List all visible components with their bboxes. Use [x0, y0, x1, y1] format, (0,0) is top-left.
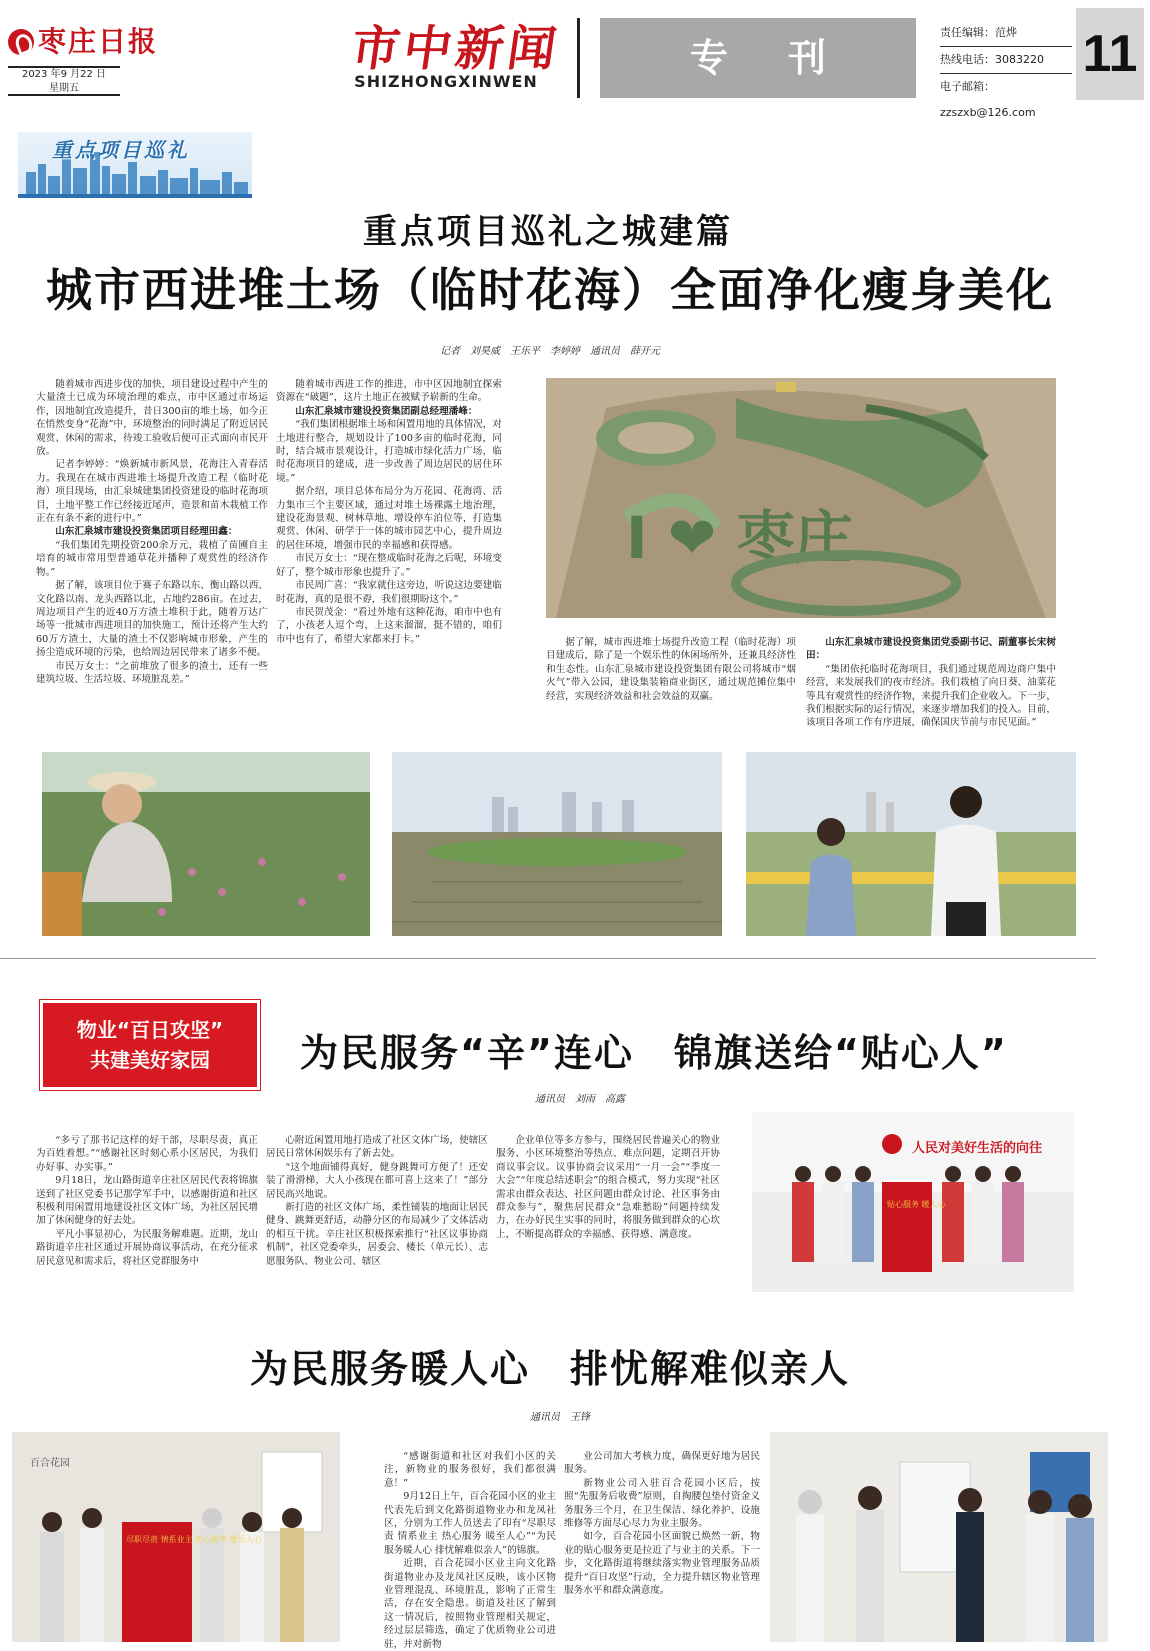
paragraph: 市民万女士：“现在整成临时花海之后呢，环境变好了，整个城市形象也提升了。”: [276, 553, 502, 578]
pennant-text-2: 尽职尽责 情系业主 热心服务 暖至人心: [126, 1535, 262, 1544]
article2-column-1: [36, 1134, 258, 1284]
paragraph: 心附近闲置用地打造成了社区文体广场，使辖区居民日常休闲娱乐有了新去处。: [266, 1135, 488, 1160]
campaign-badge-line1: 物业“百日攻坚”: [76, 1018, 224, 1042]
paragraph: 9月18日，龙山路街道辛庄社区居民代表将锦旗送到了社区党委书记那学军手中，以感谢街道和社区积极利用闲置用地建设社区文体广场，为社区居民增加了休闲健身的好去处。: [36, 1175, 258, 1227]
article2-headline: 为民服务“辛”连心 锦旗送给“贴心人”: [300, 1031, 1008, 1075]
photo-worker-flowers: [42, 752, 370, 936]
paragraph: “集团依托临时花海项目，我们通过规范周边商户集中经营，来发展我们的夜市经济。我们栽植了向日葵、油菜花等具有观赏性的经济作物，来提升我们企业收入。下一步，我们根据实际的运行情况，来逐步增加我们的投入。目前，该项目各项工作有序进展，确保国庆节前与市民见面。”: [806, 663, 1056, 729]
paragraph: 据介绍，项目总体布局分为万花园、花海湾、活力集市三个主要区域，通过对堆土场裸露土地治理，建设花海景观、树林草地、增设停车泊位等，打造集观赏、休闲、研学于一体的城市园艺中心，提升周边的居住环境，增强市民的幸福感和获得感。: [276, 486, 502, 551]
photo-visit-office: [770, 1432, 1108, 1642]
article2-column-2: [266, 1134, 488, 1284]
paragraph: 市民万女士：“之前堆放了很多的渣土，还有一些建筑垃圾、生活垃圾、环境脏乱差。”: [36, 660, 268, 685]
pennant-text: 贴心服务 暖人心: [887, 1200, 946, 1209]
paragraph: “这个地面铺得真好，健身跳舞可方便了！还安装了滑滑梯，大人小孩现在都可喜上这来了！”部分居民高兴地说。: [266, 1161, 488, 1200]
article1-headline: 城市西进堆土场（临时花海）全面净化瘦身美化: [46, 263, 1054, 317]
paragraph: 山东汇泉城市建设投资集团副总经理潘峰：: [295, 405, 478, 417]
newspaper-logo: [8, 20, 158, 56]
article1-column-1: [36, 378, 268, 706]
paragraph: 9月12日上午，百合花园小区的业主代表先后到文化路街道物业办和龙凤社区，分别为工作人员送去了印有“尽职尽责 情系业主 热心服务 暖至人心”“为民服务暖人心 排忧解难似亲人”的锦旗。: [384, 1491, 556, 1556]
article1-column-4: [806, 636, 1056, 736]
section-badge: [18, 132, 252, 198]
hotline: 热线电话：3083220: [940, 47, 1072, 74]
paragraph: 市民周广喜：“我家就住这旁边，听说这边要建临时花海，真的是很不孬，我们很期盼这个。”: [276, 580, 502, 605]
editor-info: [940, 20, 1072, 119]
campaign-badge-line2: 共建美好家园: [90, 1048, 210, 1072]
photo-banner-presentation: [752, 1112, 1074, 1292]
photo-pennant-group: [12, 1432, 340, 1642]
paragraph: 市民贺茂金：“看过外地有这种花海，咱市中也有了，小孩老人逗个弯，上这来溜溜，挺不错的，咱们市中也有了，希望大家都来打卡。”: [276, 606, 502, 645]
paragraph: 如今，百合花园小区面貌已焕然一新，物业的贴心服务更是拉近了与业主的关系。下一步，文化路街道将继续落实物业管理服务品质提升“百日攻坚”行动，全力提升辖区物业管理服务水平和群众满意度。: [564, 1531, 760, 1597]
section-badge-title: 重点项目巡礼: [52, 138, 190, 162]
aerial-text: I ❤ 枣庄: [626, 504, 853, 572]
paragraph: 山东汇泉城市建设投资集团党委副书记、副董事长宋树田：: [806, 637, 1056, 662]
campaign-badge: [40, 1000, 260, 1090]
section-divider: [0, 958, 1096, 959]
paragraph: 新物业公司入驻百合花园小区后，按照“先服务后收费”原则，自掏腰包垫付资金义务服务三个月，在卫生保洁、绿化养护、设施维修等方面尽心尽力为业主服务。: [564, 1477, 760, 1530]
paragraph: “感谢街道和社区对我们小区的关注，新物业的服务很好，我们都很满意！”: [384, 1451, 556, 1489]
paragraph: 企业单位等多方参与，围绕居民普遍关心的物业服务、小区环境整治等热点、难点问题，定期召开协商议事会议。议事协商会议采用“一月一会”“季度一大会”“年度总结述职会”的组合模式，努力实现“社区需求由群众表达、社区问题由群众讨论、社区事务由群众参与”，聚焦居民群众“急难愁盼”问题持续发力，在办好民生实事的同时，将服务做到群众的心坎上，不断提高群众的幸福感、获得感、满意度。: [496, 1135, 720, 1240]
paragraph: 记者李婷婷：“焕新城市新风景，花海注入青春活力。我现在在城市西进堆土场提升改造工程（临时花海）项目现场，由汇泉城建集团投资建设的临时花海项目，土地平整工作已经接近尾声，造景和苗木栽植工作正在有条不紊的进行中。”: [36, 459, 268, 525]
masthead-subtitle: SHIZHONGXINWEN: [354, 72, 538, 91]
paragraph: “我们集团先期投资200余万元，栽植了苗圃自主培育的城市常用型普通草花并播种了观赏性的经济作物。”: [36, 539, 268, 578]
aerial-flower-sea-photo: [546, 378, 1056, 618]
article1-column-3: [546, 636, 796, 732]
logo-icon: [8, 29, 34, 55]
article2-byline: 通讯员 刘雨 高露: [535, 1094, 625, 1105]
editor-name: 责任编辑：范烨: [940, 20, 1072, 47]
paragraph: “多亏了那书记这样的好干部，尽职尽责，真正为百姓着想。”“感谢社区时刻心系小区居民，为我们办好事、办实事。”: [36, 1135, 258, 1173]
paragraph: 新打造的社区文体广场，柔性铺装的地面让居民健身、跳舞更舒适，动静分区的布局减少了文体活动的相互干扰。辛庄社区积极探索推行“社区议事协商机制”，社区党委牵头，居委会、楼长（单元长）、志愿服务队、物业公司、辖区: [266, 1202, 488, 1267]
article1-subheadline: 重点项目巡礼之城建篇: [363, 212, 733, 252]
masthead-title: 市中新闻: [347, 21, 564, 77]
article3-byline: 通讯员 王锋: [530, 1412, 590, 1423]
email: 电子邮箱：zzszxb@126.com: [940, 80, 1036, 119]
paragraph: 随着城市西进步伐的加快，项目建设过程中产生的大量渣土已成为环境治理的难点，市中区通过市场运作，因地制宜改造提升，昔日300亩的堆土场，如今正在悄然变身“花海”中，环境整治的同时满足了附近居民观赏、休闲的需求，待竣工验收后便可正式面向市民开放。: [36, 379, 268, 458]
paragraph: 据了解，该项目位于赛子东路以东、衡山路以西、文化路以南、龙头西路以北，占地约286亩。在过去，周边项目产生的近40万方渣土堆积于此，随着万达广场等一批城市西进项目的加快施工，预计还将产生大约60万方渣土，大量的渣土不仅影响城市形象，产生的扬尘造成环境的污染，也给周边居民带来了诸多不便。: [36, 580, 268, 659]
article1-column-2: [276, 378, 502, 706]
article2-column-3: [496, 1134, 720, 1284]
paragraph: 近期，百合花园小区业主向文化路街道物业办及龙凤社区反映，该小区物业管理混乱、环境脏乱，影响了正常生活，存在安全隐患。街道及社区了解到这一情况后，按照物业管理相关规定，经过层层筛选，确定了优质物业公司进驻，并对新物: [384, 1558, 556, 1650]
issue-weekday: 星期五: [49, 83, 79, 94]
masthead-divider: [577, 18, 580, 98]
newspaper-name: 枣庄日报: [38, 25, 159, 58]
article3-column-1: [384, 1450, 556, 1650]
aerial-photo-drawing: [546, 378, 1056, 618]
wall-banner-text: 人民对美好生活的向往: [912, 1141, 1043, 1156]
article3-headline: 为民服务暖人心 排忧解难似亲人: [249, 1347, 850, 1391]
paragraph: 平凡小事显初心，为民服务解难题。近期，龙山路街道辛庄社区通过开展协商议事活动，在充分征求居民意见和需求后，将社区党群服务中: [36, 1228, 258, 1267]
photo-interview: [746, 752, 1076, 936]
issue-date: 2023 年9 月22 日: [21, 69, 107, 80]
section-label: 专刊: [600, 18, 916, 98]
page-number: 11: [1076, 8, 1144, 100]
date-box: [8, 66, 120, 96]
paragraph: 随着城市西进工作的推进，市中区因地制宜探索资源在“破题”，这片土地正在被赋予崭新的生命。: [276, 379, 502, 404]
article3-column-2: [564, 1450, 760, 1642]
photo-field-skyline: [392, 752, 722, 936]
paragraph: 山东汇泉城市建设投资集团项目经理田鑫：: [55, 526, 238, 538]
paragraph: “我们集团根据堆土场和闲置用地的具体情况，对土地进行整合，规划设计了100多亩的临时花海，同时，结合城市景观设计，打造城市绿化活力广场，临时花海项目的建成，进一步改善了周边居民的居住环境。”: [276, 419, 502, 484]
paragraph: 据了解，城市西进堆土场提升改造工程（临时花海）项目建成后，除了是一个娱乐性的休闲场所外，还兼具经济性和生态性。山东汇泉城市建设投资集团有限公司将城市“烟火气”带入公园，建设集装箱商业街区，通过规范摊位集中经营，实现经济效益和社会效益的双赢。: [546, 637, 796, 702]
sign-text: 百合花园: [30, 1458, 70, 1469]
article1-byline: 记者 刘昊威 王乐平 李婷婷 通讯员 薛开元: [440, 346, 660, 357]
paragraph: 业公司加大考核力度，确保更好地为居民服务。: [564, 1451, 760, 1476]
